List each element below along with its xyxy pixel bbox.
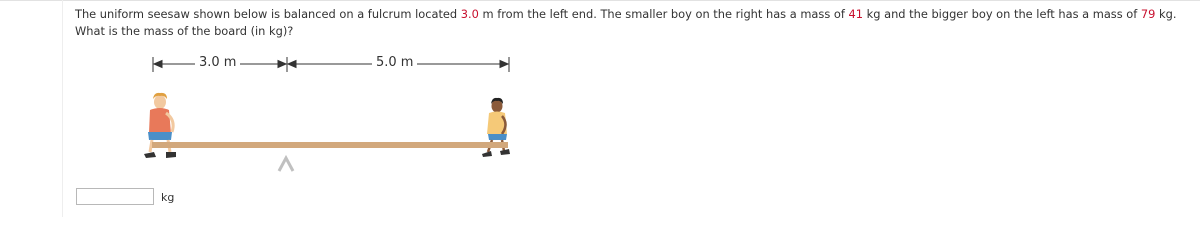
question-part-2: m from the left end. The smaller boy on the right has a mass of — [478, 7, 849, 21]
big-boy-mass-value: 79 — [1140, 7, 1156, 21]
left-dimension-label: 3.0 m — [195, 56, 240, 70]
fulcrum — [279, 158, 293, 171]
right-boy-figure — [482, 98, 510, 157]
top-border — [0, 0, 1200, 1]
question-part-1: The uniform seesaw shown below is balanced on a fulcrum located — [75, 7, 461, 21]
answer-unit-label: kg — [161, 191, 175, 204]
fulcrum-distance-value: 3.0 — [460, 7, 479, 21]
question-text — [75, 6, 1190, 40]
seesaw-board — [152, 142, 508, 148]
left-margin-rule — [62, 0, 63, 217]
right-dimension-label: 5.0 m — [372, 56, 417, 70]
left-boy-figure — [144, 93, 176, 158]
question-part-3: kg and the bigger boy on the left has a mass of — [863, 7, 1141, 21]
answer-input[interactable] — [76, 188, 154, 205]
small-boy-mass-value: 41 — [848, 7, 864, 21]
question-part-4: kg. What is the mass of the board (in kg)? — [75, 7, 1177, 38]
